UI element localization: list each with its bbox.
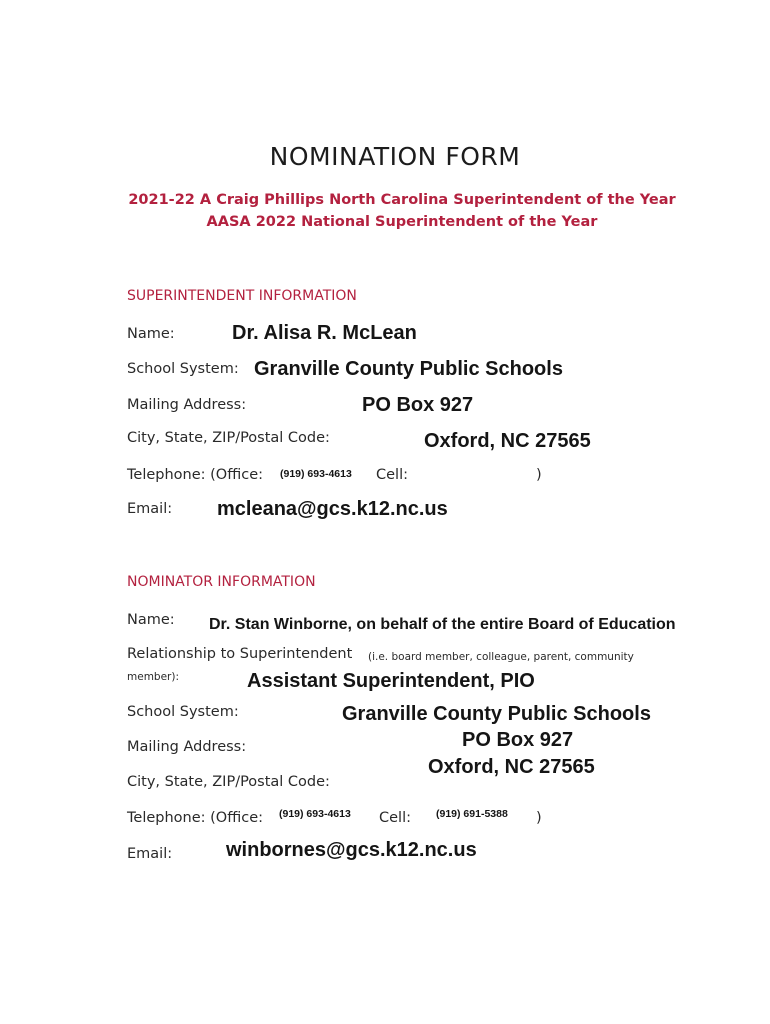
nom-relationship-hint: (i.e. board member, colleague, parent, community bbox=[368, 651, 634, 663]
supt-name-label: Name: bbox=[127, 326, 175, 342]
award-subtitle-state: 2021-22 A Craig Phillips North Carolina Superintendent of the Year bbox=[128, 192, 676, 208]
supt-city-value: Oxford, NC 27565 bbox=[424, 430, 591, 452]
supt-school-label: School System: bbox=[127, 361, 239, 377]
supt-mailing-value: PO Box 927 bbox=[362, 394, 474, 416]
nom-relationship-label: Relationship to Superintendent bbox=[127, 646, 353, 662]
nom-school-label: School System: bbox=[127, 704, 239, 720]
supt-name-value: Dr. Alisa R. McLean bbox=[232, 322, 417, 344]
supt-school-value: Granville County Public Schools bbox=[254, 358, 563, 380]
supt-cell-label: Cell: bbox=[376, 467, 408, 483]
form-title: NOMINATION FORM bbox=[269, 142, 521, 171]
nom-office-phone: (919) 693-4613 bbox=[279, 808, 351, 820]
nom-city-value: Oxford, NC 27565 bbox=[428, 756, 595, 778]
nom-mailing-value: PO Box 927 bbox=[462, 729, 574, 751]
nom-cell-phone: (919) 691-5388 bbox=[436, 808, 508, 820]
nom-mailing-label: Mailing Address: bbox=[127, 739, 247, 755]
superintendent-section-heading: SUPERINTENDENT INFORMATION bbox=[127, 288, 357, 304]
nom-name-value: Dr. Stan Winborne, on behalf of the entire Board of Education bbox=[209, 616, 676, 633]
supt-telephone-close-paren: ) bbox=[536, 467, 542, 483]
supt-telephone-label: Telephone: (Office: bbox=[127, 467, 264, 483]
supt-email-label: Email: bbox=[127, 501, 173, 517]
nom-email-label: Email: bbox=[127, 846, 173, 862]
nom-relationship-value: Assistant Superintendent, PIO bbox=[247, 670, 535, 692]
nom-email-value: winbornes@gcs.k12.nc.us bbox=[226, 839, 477, 861]
nom-telephone-close-paren: ) bbox=[536, 810, 542, 826]
nom-school-value: Granville County Public Schools bbox=[342, 703, 651, 725]
nom-cell-label: Cell: bbox=[379, 810, 411, 826]
supt-email-value: mcleana@gcs.k12.nc.us bbox=[217, 498, 448, 520]
nom-name-label: Name: bbox=[127, 612, 175, 628]
supt-mailing-label: Mailing Address: bbox=[127, 397, 247, 413]
nom-relationship-hint-cont: member): bbox=[127, 671, 179, 683]
nom-telephone-label: Telephone: (Office: bbox=[127, 810, 264, 826]
nominator-section-heading: NOMINATOR INFORMATION bbox=[127, 574, 316, 590]
supt-office-phone: (919) 693-4613 bbox=[280, 468, 352, 480]
nom-city-label: City, State, ZIP/Postal Code: bbox=[127, 774, 330, 790]
supt-city-label: City, State, ZIP/Postal Code: bbox=[127, 430, 330, 446]
award-subtitle-national: AASA 2022 National Superintendent of the Year bbox=[206, 214, 598, 230]
